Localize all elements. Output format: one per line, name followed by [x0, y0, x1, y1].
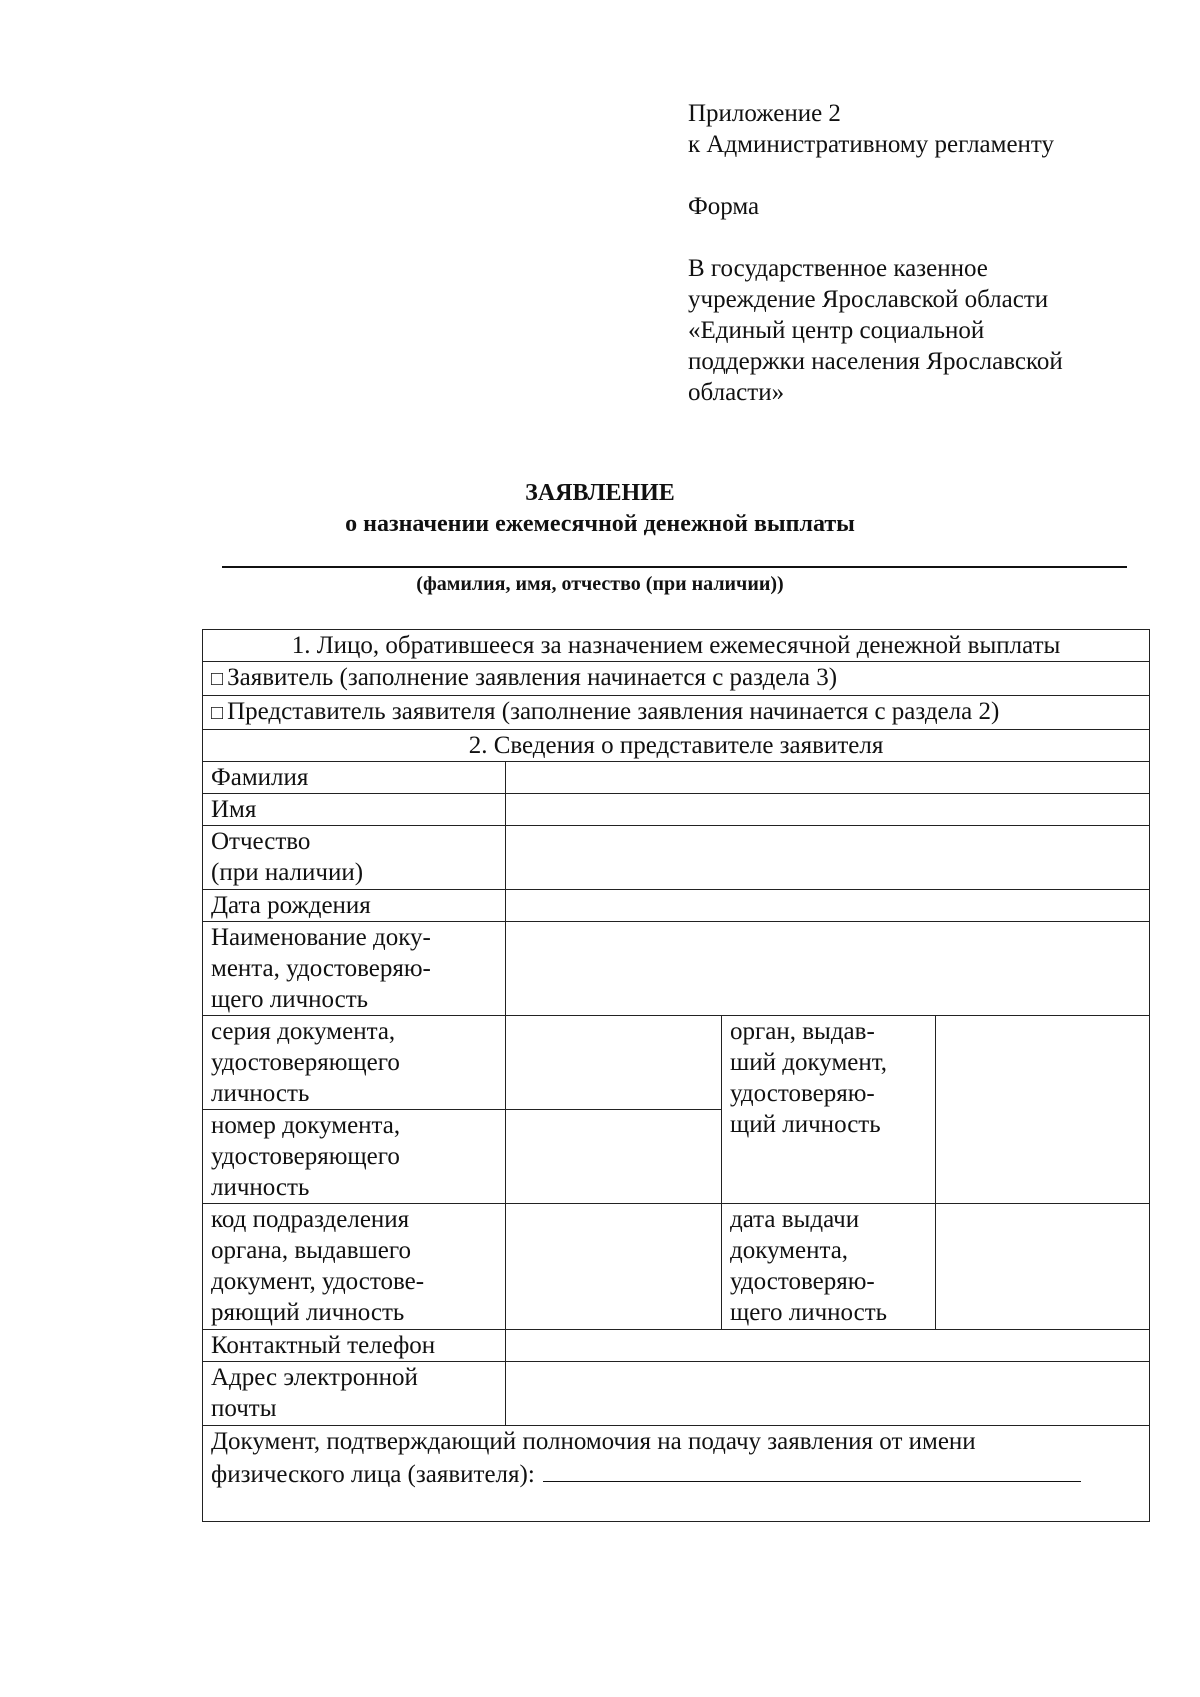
- email-label: [203, 1362, 506, 1426]
- issue-date-label: [722, 1204, 936, 1330]
- surname-field[interactable]: [506, 762, 1150, 794]
- doc-number-line-3: личность: [211, 1174, 310, 1201]
- regulation-label: к Административному регламенту: [688, 131, 1055, 158]
- issuing-authority-line-1: орган, выдав-: [730, 1018, 875, 1045]
- division-code-line-2: органа, выдавшего: [211, 1237, 412, 1264]
- doc-number-label: [203, 1110, 506, 1204]
- section-2-title: 2. Сведения о представителе заявителя: [203, 730, 1150, 762]
- id-doc-name-line-1: Наименование доку-: [211, 924, 431, 951]
- doc-series-line-2: удостоверяющего: [211, 1049, 400, 1076]
- doc-series-field[interactable]: [506, 1016, 722, 1110]
- appendix-label: Приложение 2: [688, 100, 841, 127]
- division-code-line-4: ряющий личность: [211, 1299, 405, 1326]
- addressee-line-2: учреждение Ярославской области: [688, 286, 1049, 313]
- option-representative-row[interactable]: [203, 696, 1150, 730]
- checkbox-icon[interactable]: □: [211, 702, 224, 724]
- authority-doc-line-1: Документ, подтверждающий полномочия на подачу заявления от имени: [211, 1428, 976, 1455]
- authority-doc-cell: [203, 1426, 1150, 1522]
- issuing-authority-line-3: удостоверяю-: [730, 1080, 875, 1107]
- section-1-title: 1. Лицо, обратившееся за назначением ежемесячной денежной выплаты: [203, 630, 1150, 662]
- issuing-authority-line-2: ший документ,: [730, 1049, 888, 1076]
- doc-number-line-1: номер документа,: [211, 1112, 401, 1139]
- document-subtitle: о назначении ежемесячной денежной выплаты: [345, 511, 855, 537]
- name-label: Имя: [203, 794, 506, 826]
- doc-series-line-3: личность: [211, 1080, 310, 1107]
- header-block: [688, 98, 1128, 408]
- doc-number-line-2: удостоверяющего: [211, 1143, 400, 1170]
- division-code-line-3: документ, удостове-: [211, 1268, 425, 1295]
- issue-date-field[interactable]: [936, 1204, 1150, 1330]
- email-label-line-1: Адрес электронной: [211, 1364, 418, 1391]
- patronymic-label-line-1: Отчество: [211, 828, 311, 855]
- id-doc-name-label: [203, 922, 506, 1016]
- issue-date-line-2: документа,: [730, 1237, 849, 1264]
- addressee-line-1: В государственное казенное: [688, 255, 988, 282]
- fio-input-line[interactable]: [222, 566, 1127, 568]
- addressee-line-4: поддержки населения Ярославской: [688, 348, 1063, 375]
- checkbox-icon[interactable]: □: [211, 668, 224, 690]
- id-doc-name-line-3: щего личность: [211, 986, 369, 1013]
- birth-date-label: Дата рождения: [203, 890, 506, 922]
- patronymic-label-line-2: (при наличии): [211, 859, 364, 886]
- option-representative-label: Представитель заявителя (заполнение заявления начинается с раздела 2): [227, 698, 1000, 725]
- issue-date-line-1: дата выдачи: [730, 1206, 860, 1233]
- addressee-line-3: «Единый центр социальной: [688, 317, 985, 344]
- document-title: ЗАЯВЛЕНИЕ: [525, 480, 675, 506]
- patronymic-label: [203, 826, 506, 890]
- authority-doc-input-line[interactable]: [543, 1457, 1081, 1482]
- phone-label: Контактный телефон: [203, 1330, 506, 1362]
- email-label-line-2: почты: [211, 1395, 277, 1422]
- issuing-authority-field[interactable]: [936, 1016, 1150, 1204]
- addressee-line-5: области»: [688, 379, 785, 406]
- issuing-authority-line-4: щий личность: [730, 1111, 881, 1138]
- id-doc-name-line-2: мента, удостоверяю-: [211, 955, 431, 982]
- issue-date-line-4: щего личность: [730, 1299, 888, 1326]
- email-field[interactable]: [506, 1362, 1150, 1426]
- id-doc-name-field[interactable]: [506, 922, 1150, 1016]
- patronymic-field[interactable]: [506, 826, 1150, 890]
- division-code-label: [203, 1204, 506, 1330]
- birth-date-field[interactable]: [506, 890, 1150, 922]
- name-field[interactable]: [506, 794, 1150, 826]
- doc-series-label: [203, 1016, 506, 1110]
- doc-number-field[interactable]: [506, 1110, 722, 1204]
- phone-field[interactable]: [506, 1330, 1150, 1362]
- authority-doc-line-2: [211, 1457, 1141, 1490]
- authority-doc-label: физического лица (заявителя):: [211, 1461, 535, 1488]
- option-applicant-label: Заявитель (заполнение заявления начинается с раздела 3): [227, 664, 838, 691]
- doc-series-line-1: серия документа,: [211, 1018, 396, 1045]
- fio-caption: (фамилия, имя, отчество (при наличии)): [416, 573, 784, 595]
- division-code-field[interactable]: [506, 1204, 722, 1330]
- surname-label: Фамилия: [203, 762, 506, 794]
- issue-date-line-3: удостоверяю-: [730, 1268, 875, 1295]
- form-label: Форма: [688, 193, 760, 220]
- issuing-authority-label: [722, 1016, 936, 1204]
- application-form-table: [202, 629, 1150, 1522]
- option-applicant-row[interactable]: [203, 662, 1150, 696]
- division-code-line-1: код подразделения: [211, 1206, 410, 1233]
